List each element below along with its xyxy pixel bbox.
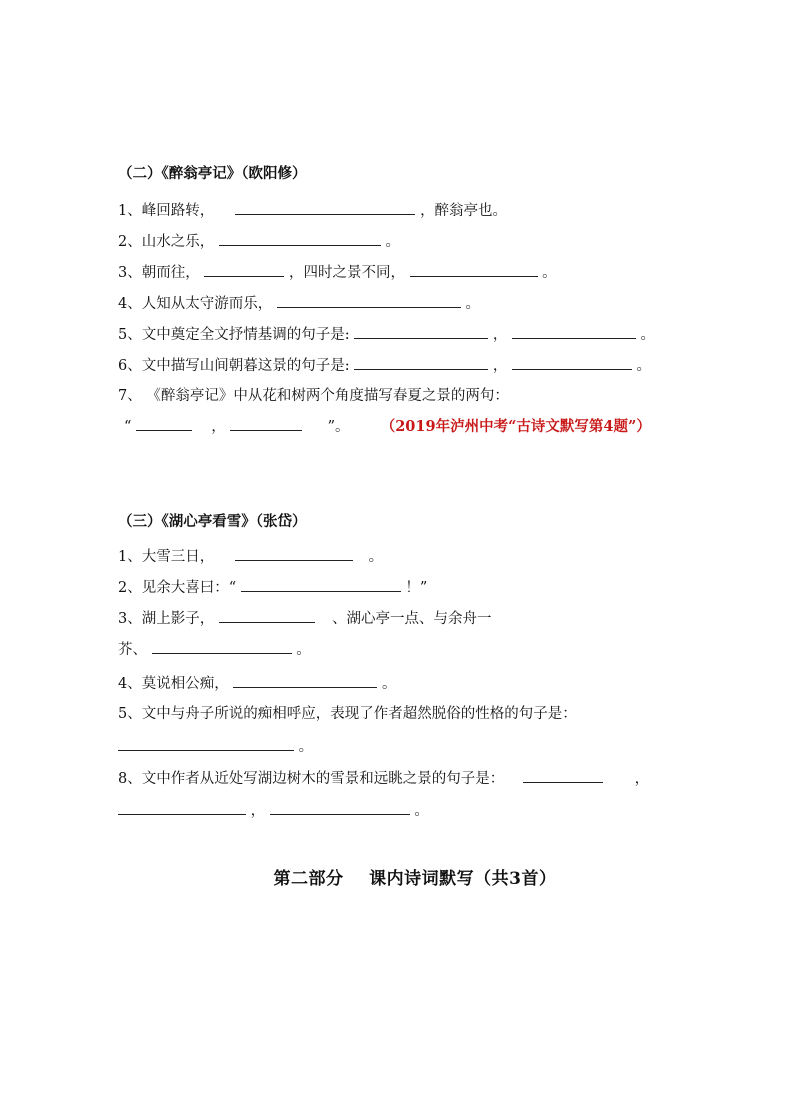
- s3-question-5-answer: [118, 736, 313, 757]
- s3-q4-prefix: 4、莫说相公痴，: [118, 676, 229, 692]
- s3-q3-line2-prefix: 芥、: [118, 642, 147, 658]
- s3-q5-blank[interactable]: [118, 736, 294, 751]
- section2-heading: （二）《醉翁亭记》（欧阳修）: [118, 165, 307, 182]
- s3-q3-prefix: 3、湖上影子，: [118, 611, 215, 627]
- s2-question-4: [118, 293, 480, 314]
- s2-q6-prefix: 6、文中描写山间朝暮这景的句子是:: [118, 358, 350, 374]
- s2-q2-blank[interactable]: [219, 231, 381, 246]
- s3-q1-suffix: 。: [368, 549, 384, 565]
- s2-q7-middle: ，: [211, 419, 226, 435]
- s3-question-3-continued: [118, 639, 311, 660]
- s3-q8-blank-3[interactable]: [270, 800, 410, 815]
- s2-q1-blank[interactable]: [235, 200, 415, 215]
- s2-question-3: [118, 262, 557, 283]
- s2-q5-middle: ，: [492, 327, 508, 343]
- s3-q4-blank[interactable]: [233, 673, 377, 688]
- s3-q4-suffix: 。: [381, 676, 397, 692]
- s2-q1-prefix: 1、峰回路转，: [118, 203, 215, 219]
- s3-q8-line2-suffix: 。: [414, 803, 429, 819]
- s3-q3-line2-suffix: 。: [296, 642, 311, 658]
- s2-q3-suffix: 。: [542, 265, 557, 281]
- s3-q2-prefix: 2、见余大喜曰：“: [118, 580, 237, 596]
- s3-question-1: [118, 546, 383, 567]
- s2-q6-blank-2[interactable]: [512, 355, 632, 370]
- s3-q8-comma: ，: [634, 771, 650, 787]
- s3-q8-prefix: 8、文中作者从近处写湖边树木的雪景和远眺之景的句子是：: [118, 771, 505, 787]
- s2-q3-blank-2[interactable]: [410, 262, 538, 277]
- s3-q8-line2-middle: ，: [250, 803, 266, 819]
- s2-q5-prefix: 5、文中奠定全文抒情基调的句子是:: [118, 327, 350, 343]
- s3-question-8: [118, 768, 649, 789]
- s3-question-4: [118, 673, 396, 694]
- s3-q5-suffix: 。: [298, 739, 314, 755]
- s2-q5-blank-2[interactable]: [512, 324, 636, 339]
- s2-q5-suffix: 。: [640, 327, 656, 343]
- s2-q5-blank-1[interactable]: [354, 324, 488, 339]
- s2-q3-prefix: 3、朝而往，: [118, 265, 200, 281]
- s3-question-8-answer: [118, 800, 429, 821]
- s2-q6-suffix: 。: [636, 358, 652, 374]
- s2-q7-close-quote: ”。: [327, 419, 350, 435]
- s2-q7-open-quote: “: [124, 419, 132, 435]
- s2-question-2: [118, 231, 400, 252]
- s3-question-3: [118, 608, 492, 629]
- s2-question-1: [118, 200, 507, 221]
- part2-title: 第二部分 课内诗词默写（共3首）: [273, 869, 557, 889]
- s3-q3-blank-2[interactable]: [152, 639, 292, 654]
- s3-question-5: 5、文中与舟子所说的痴相呼应，表现了作者超然脱俗的性格的句子是：: [118, 706, 577, 722]
- s2-q6-blank-1[interactable]: [354, 355, 488, 370]
- s2-question-5: [118, 324, 655, 345]
- s2-q4-blank[interactable]: [277, 293, 461, 308]
- s2-q7-blank-2[interactable]: [230, 416, 302, 431]
- s3-q1-blank[interactable]: [235, 546, 353, 561]
- s2-q2-prefix: 2、山水之乐，: [118, 234, 215, 250]
- s3-q2-suffix: ！”: [405, 580, 428, 596]
- s3-q1-prefix: 1、大雪三日，: [118, 549, 215, 565]
- s3-q3-blank-1[interactable]: [219, 608, 315, 623]
- s2-question-7-answer: [124, 416, 651, 437]
- s3-q3-suffix: 、湖心亭一点、与余舟一: [332, 611, 492, 627]
- s2-q7-source-note: （2019年泸州中考“古诗文默写第4题”）: [380, 418, 651, 435]
- s3-q8-blank-1[interactable]: [523, 768, 603, 783]
- s2-q3-blank-1[interactable]: [204, 262, 284, 277]
- s3-q2-blank[interactable]: [241, 577, 401, 592]
- s2-q3-middle: ，四时之景不同，: [288, 265, 405, 281]
- s2-q4-prefix: 4、人知从太守游而乐，: [118, 296, 273, 312]
- s2-q7-blank-1[interactable]: [136, 416, 192, 431]
- s2-q2-suffix: 。: [385, 234, 400, 250]
- s2-q1-suffix: ，醉翁亭也。: [420, 203, 508, 219]
- s2-q6-middle: ，: [492, 358, 508, 374]
- s2-q4-suffix: 。: [465, 296, 480, 312]
- section3-heading: （三）《湖心亭看雪》（张岱）: [118, 513, 307, 530]
- s3-question-2: [118, 577, 427, 598]
- s2-question-6: [118, 355, 651, 376]
- s2-question-7: 7、 《醉翁亭记》中从花和树两个角度描写春夏之景的两句：: [118, 388, 509, 404]
- s3-q8-blank-2[interactable]: [118, 800, 246, 815]
